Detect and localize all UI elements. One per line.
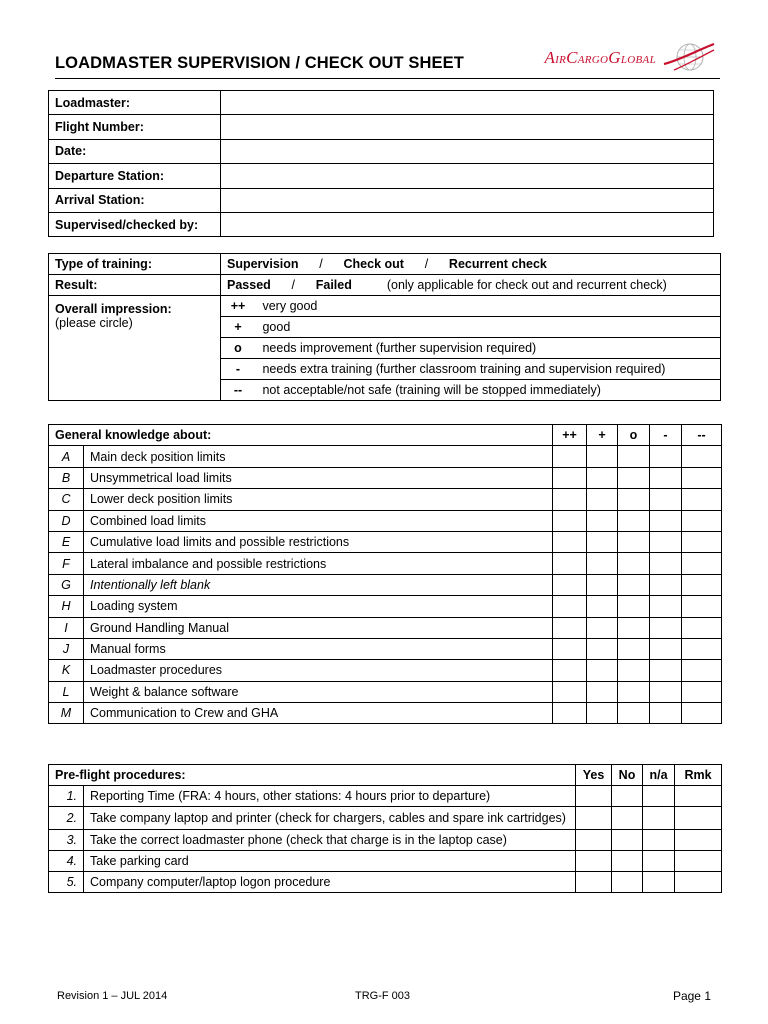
rating-cell[interactable]	[682, 489, 722, 510]
rating-cell[interactable]	[553, 638, 587, 659]
document-title: LOADMASTER SUPERVISION / CHECK OUT SHEET	[55, 54, 464, 72]
no-cell[interactable]	[612, 786, 643, 807]
rating-cell[interactable]	[553, 467, 587, 488]
rating-cell[interactable]	[682, 510, 722, 531]
field-label: Supervised/checked by:	[49, 212, 221, 236]
rating-cell[interactable]	[682, 638, 722, 659]
item-letter: K	[49, 660, 84, 681]
item-number: 1.	[49, 786, 84, 807]
table-row	[49, 703, 722, 724]
impression-text: very good	[262, 299, 318, 313]
remark-cell[interactable]	[675, 851, 722, 872]
rating-cell[interactable]	[618, 681, 650, 702]
rating-cell[interactable]	[587, 617, 618, 638]
item-letter: E	[49, 531, 84, 552]
table-row	[49, 786, 722, 807]
column-header: n/a	[643, 765, 675, 786]
table-row	[49, 212, 714, 236]
rating-header: -	[650, 425, 682, 446]
table-row	[49, 446, 722, 467]
item-text: Unsymmetrical load limits	[84, 467, 553, 488]
preflight-table	[48, 764, 722, 893]
separator: /	[319, 257, 323, 271]
table-row	[49, 660, 722, 681]
option-recurrent-check[interactable]: Recurrent check	[448, 257, 547, 271]
na-cell[interactable]	[643, 786, 675, 807]
rating-cell[interactable]	[650, 489, 682, 510]
rating-cell[interactable]	[587, 446, 618, 467]
footer-form-code: TRG-F 003	[355, 990, 411, 1002]
rating-cell[interactable]	[650, 660, 682, 681]
rating-cell[interactable]	[682, 446, 722, 467]
rating-cell[interactable]	[682, 596, 722, 617]
rating-cell[interactable]	[650, 638, 682, 659]
item-text: Loadmaster procedures	[84, 660, 553, 681]
training-type-options	[221, 254, 721, 275]
item-text: Communication to Crew and GHA	[84, 703, 553, 724]
training-type-label: Type of training:	[49, 254, 221, 275]
footer-revision: Revision 1 – JUL 2014	[57, 990, 168, 1002]
item-text: Manual forms	[84, 638, 553, 659]
item-letter: F	[49, 553, 84, 574]
rating-cell[interactable]	[618, 574, 650, 595]
rating-cell[interactable]	[587, 660, 618, 681]
title-row	[55, 48, 720, 80]
preflight-header: Pre-flight procedures:	[49, 765, 576, 786]
na-cell[interactable]	[643, 807, 675, 830]
impression-option[interactable]	[221, 296, 721, 317]
rating-cell[interactable]	[682, 574, 722, 595]
arrival-station-field[interactable]	[221, 188, 714, 212]
item-letter: H	[49, 596, 84, 617]
item-text: Main deck position limits	[84, 446, 553, 467]
rating-cell[interactable]	[682, 617, 722, 638]
rating-cell[interactable]	[618, 467, 650, 488]
impression-text: needs improvement (further supervision required)	[262, 341, 537, 355]
item-letter: C	[49, 489, 84, 510]
departure-station-field[interactable]	[221, 164, 714, 188]
impression-option[interactable]	[221, 359, 721, 380]
rating-cell[interactable]	[553, 489, 587, 510]
field-label: Arrival Station:	[49, 188, 221, 212]
rating-cell[interactable]	[618, 660, 650, 681]
table-row	[49, 807, 722, 830]
no-cell[interactable]	[612, 851, 643, 872]
field-label: Departure Station:	[49, 164, 221, 188]
no-cell[interactable]	[612, 807, 643, 830]
rating-cell[interactable]	[587, 510, 618, 531]
rating-cell[interactable]	[650, 510, 682, 531]
impression-sublabel: (please circle)	[55, 316, 133, 330]
rating-header: o	[618, 425, 650, 446]
item-number: 3.	[49, 830, 84, 851]
na-cell[interactable]	[643, 851, 675, 872]
training-table	[48, 253, 721, 401]
impression-option[interactable]	[221, 380, 721, 401]
table-row	[49, 553, 722, 574]
rating-cell[interactable]	[618, 489, 650, 510]
item-letter: B	[49, 467, 84, 488]
item-text: Lower deck position limits	[84, 489, 553, 510]
rating-cell[interactable]	[650, 574, 682, 595]
table-row	[49, 91, 714, 115]
impression-text: good	[262, 320, 291, 334]
rating-cell[interactable]	[618, 531, 650, 552]
item-letter: A	[49, 446, 84, 467]
item-text: Company computer/laptop logon procedure	[84, 872, 576, 893]
item-text: Intentionally left blank	[84, 574, 553, 595]
table-row	[49, 115, 714, 139]
rating-cell[interactable]	[587, 531, 618, 552]
impression-text: needs extra training (further classroom training and supervision required)	[262, 362, 666, 376]
knowledge-header: General knowledge about:	[49, 425, 553, 446]
table-row	[49, 510, 722, 531]
rating-cell[interactable]	[618, 446, 650, 467]
logo-wordmark: AIRCARGOGLOBAL	[544, 48, 656, 67]
table-row	[49, 851, 722, 872]
rating-header: --	[682, 425, 722, 446]
item-letter: D	[49, 510, 84, 531]
impression-symbol: ++	[230, 299, 246, 313]
option-passed[interactable]: Passed	[227, 278, 271, 292]
option-supervision[interactable]: Supervision	[227, 257, 299, 271]
table-row	[49, 830, 722, 851]
item-number: 2.	[49, 807, 84, 830]
rating-cell[interactable]	[618, 510, 650, 531]
loadmaster-field[interactable]	[221, 91, 714, 115]
impression-symbol: --	[233, 383, 243, 397]
table-row	[49, 681, 722, 702]
item-letter: I	[49, 617, 84, 638]
globe-icon	[660, 40, 716, 74]
table-row	[49, 296, 721, 317]
remark-cell[interactable]	[675, 830, 722, 851]
rating-cell[interactable]	[650, 596, 682, 617]
rating-cell[interactable]	[650, 467, 682, 488]
rating-cell[interactable]	[650, 446, 682, 467]
rating-cell[interactable]	[553, 703, 587, 724]
rating-cell[interactable]	[553, 681, 587, 702]
flight-number-field[interactable]	[221, 115, 714, 139]
rating-header: +	[587, 425, 618, 446]
separator: /	[291, 278, 295, 292]
rating-cell[interactable]	[650, 553, 682, 574]
result-note: (only applicable for check out and recurrent check)	[386, 278, 667, 292]
impression-symbol: +	[234, 320, 242, 334]
flight-info-table	[48, 90, 714, 237]
rating-cell[interactable]	[618, 703, 650, 724]
table-row	[49, 164, 714, 188]
table-row	[49, 617, 722, 638]
remark-cell[interactable]	[675, 807, 722, 830]
table-row	[49, 574, 722, 595]
date-field[interactable]	[221, 139, 714, 163]
rating-cell[interactable]	[553, 553, 587, 574]
rating-cell[interactable]	[587, 467, 618, 488]
table-row	[49, 489, 722, 510]
company-logo	[516, 42, 716, 76]
option-failed[interactable]: Failed	[315, 278, 352, 292]
impression-text: not acceptable/not safe (training will be stopped immediately)	[262, 383, 601, 397]
result-label: Result:	[49, 275, 221, 296]
table-row	[49, 531, 722, 552]
yes-cell[interactable]	[576, 807, 612, 830]
result-options	[221, 275, 721, 296]
rating-cell[interactable]	[682, 681, 722, 702]
option-check-out[interactable]: Check out	[343, 257, 404, 271]
table-row	[49, 467, 722, 488]
item-text: Combined load limits	[84, 510, 553, 531]
rating-cell[interactable]	[650, 531, 682, 552]
table-header-row	[49, 765, 722, 786]
item-text: Weight & balance software	[84, 681, 553, 702]
item-text: Reporting Time (FRA: 4 hours, other stations: 4 hours prior to departure)	[84, 786, 576, 807]
rating-cell[interactable]	[553, 660, 587, 681]
na-cell[interactable]	[643, 830, 675, 851]
item-text: Take the correct loadmaster phone (check that charge is in the laptop case)	[84, 830, 576, 851]
yes-cell[interactable]	[576, 851, 612, 872]
separator: /	[424, 257, 429, 271]
field-label: Flight Number:	[49, 115, 221, 139]
rating-cell[interactable]	[587, 553, 618, 574]
table-row	[49, 275, 721, 296]
column-header: No	[612, 765, 643, 786]
rating-cell[interactable]	[650, 617, 682, 638]
item-text: Take parking card	[84, 851, 576, 872]
table-row	[49, 139, 714, 163]
item-number: 4.	[49, 851, 84, 872]
table-row	[49, 872, 722, 893]
impression-symbol: -	[235, 362, 241, 376]
rating-cell[interactable]	[618, 638, 650, 659]
field-label: Loadmaster:	[49, 91, 221, 115]
general-knowledge-table	[48, 424, 722, 724]
impression-option[interactable]	[221, 338, 721, 359]
column-header: Rmk	[675, 765, 722, 786]
rating-cell[interactable]	[682, 553, 722, 574]
table-header-row	[49, 425, 722, 446]
rating-cell[interactable]	[587, 574, 618, 595]
item-text: Loading system	[84, 596, 553, 617]
rating-cell[interactable]	[553, 531, 587, 552]
item-text: Ground Handling Manual	[84, 617, 553, 638]
rating-cell[interactable]	[587, 596, 618, 617]
field-label: Date:	[49, 139, 221, 163]
rating-cell[interactable]	[618, 596, 650, 617]
supervised-by-field[interactable]	[221, 212, 714, 236]
rating-cell[interactable]	[553, 574, 587, 595]
impression-label: Overall impression:	[55, 302, 172, 316]
table-row	[49, 638, 722, 659]
table-row	[49, 188, 714, 212]
rating-cell[interactable]	[553, 510, 587, 531]
rating-cell[interactable]	[587, 681, 618, 702]
item-letter: L	[49, 681, 84, 702]
footer-page-number: Page 1	[672, 989, 711, 1003]
rating-cell[interactable]	[682, 660, 722, 681]
yes-cell[interactable]	[576, 830, 612, 851]
no-cell[interactable]	[612, 830, 643, 851]
impression-option[interactable]	[221, 317, 721, 338]
no-cell[interactable]	[612, 872, 643, 893]
item-text: Lateral imbalance and possible restrictions	[84, 553, 553, 574]
rating-cell[interactable]	[587, 489, 618, 510]
item-letter: M	[49, 703, 84, 724]
na-cell[interactable]	[643, 872, 675, 893]
column-header: Yes	[576, 765, 612, 786]
title-underline	[55, 78, 720, 79]
yes-cell[interactable]	[576, 872, 612, 893]
impression-symbol: o	[234, 341, 242, 355]
rating-cell[interactable]	[553, 617, 587, 638]
rating-cell[interactable]	[650, 703, 682, 724]
item-number: 5.	[49, 872, 84, 893]
rating-cell[interactable]	[618, 617, 650, 638]
rating-header: ++	[553, 425, 587, 446]
yes-cell[interactable]	[576, 786, 612, 807]
remark-cell[interactable]	[675, 872, 722, 893]
item-letter: J	[49, 638, 84, 659]
item-letter: G	[49, 574, 84, 595]
rating-cell[interactable]	[553, 446, 587, 467]
rating-cell[interactable]	[682, 467, 722, 488]
rating-cell[interactable]	[587, 703, 618, 724]
item-text: Take company laptop and printer (check for chargers, cables and spare ink cartridges)	[84, 807, 576, 830]
table-row	[49, 254, 721, 275]
remark-cell[interactable]	[675, 786, 722, 807]
table-row	[49, 596, 722, 617]
rating-cell[interactable]	[682, 531, 722, 552]
rating-cell[interactable]	[587, 638, 618, 659]
rating-cell[interactable]	[553, 596, 587, 617]
rating-cell[interactable]	[682, 703, 722, 724]
rating-cell[interactable]	[618, 553, 650, 574]
rating-cell[interactable]	[650, 681, 682, 702]
item-text: Cumulative load limits and possible restrictions	[84, 531, 553, 552]
impression-label-cell	[49, 296, 221, 401]
